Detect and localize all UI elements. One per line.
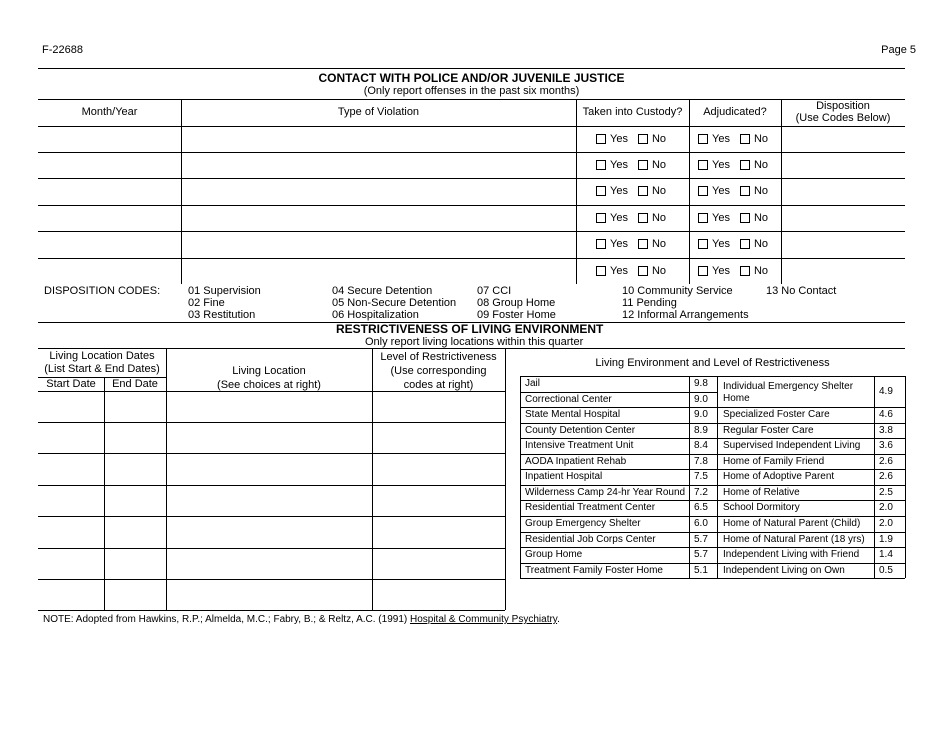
adjudicated-yes-no[interactable]: Yes No (698, 212, 768, 224)
env-score: 6.5 (694, 502, 708, 513)
checkbox-adjudicated-yes[interactable] (698, 213, 708, 223)
adjudicated-yes-no[interactable]: Yes No (698, 159, 768, 171)
checkbox-custody-yes[interactable] (596, 213, 606, 223)
env-name: Independent Living with Friend (723, 549, 860, 560)
env-score: 6.0 (694, 518, 708, 529)
env-name: Inpatient Hospital (525, 471, 603, 482)
env-name: Individual Emergency Shelter Home (723, 381, 854, 404)
contact-title: CONTACT WITH POLICE AND/OR JUVENILE JUSTICE (318, 71, 625, 85)
checkbox-adjudicated-no[interactable] (740, 186, 750, 196)
col-level-of-restrictiveness: Level of Restrictiveness (Use corresponding codes at right) (380, 351, 497, 391)
checkbox-custody-no[interactable] (638, 186, 648, 196)
env-score: 7.8 (694, 456, 708, 467)
checkbox-custody-yes[interactable] (596, 266, 606, 276)
header-rule (38, 68, 905, 69)
env-score: 3.8 (879, 425, 893, 436)
env-score: 3.6 (879, 440, 893, 451)
env-name: Group Emergency Shelter (525, 518, 641, 529)
col-living-location: Living Location (See choices at right) (217, 365, 321, 391)
env-score: 2.6 (879, 471, 893, 482)
checkbox-adjudicated-no[interactable] (740, 239, 750, 249)
env-score: 8.4 (694, 440, 708, 451)
custody-yes-no[interactable]: Yes No (596, 159, 666, 171)
custody-yes-no[interactable]: Yes No (596, 133, 666, 145)
env-name: Supervised Independent Living (723, 440, 861, 451)
checkbox-custody-yes[interactable] (596, 160, 606, 170)
env-name: Home of Natural Parent (Child) (723, 518, 861, 529)
custody-yes-no[interactable]: Yes No (596, 212, 666, 224)
env-score: 5.1 (694, 565, 708, 576)
checkbox-custody-no[interactable] (638, 266, 648, 276)
restrictiveness-title: RESTRICTIVENESS OF LIVING ENVIRONMENT (336, 322, 604, 336)
env-name: Regular Foster Care (723, 425, 814, 436)
env-name: Group Home (525, 549, 583, 560)
env-score: 2.0 (879, 518, 893, 529)
env-name: Wilderness Camp 24-hr Year Round (525, 487, 686, 498)
env-name: County Detention Center (525, 425, 636, 436)
adjudicated-yes-no[interactable]: Yes No (698, 185, 768, 197)
disposition-codes-col1: 01 Supervision 02 Fine 03 Restitution (188, 285, 261, 321)
env-name: AODA Inpatient Rehab (525, 456, 627, 467)
checkbox-custody-no[interactable] (638, 239, 648, 249)
col-taken-into-custody: Taken into Custody? (582, 106, 683, 118)
checkbox-adjudicated-yes[interactable] (698, 239, 708, 249)
env-name: Specialized Foster Care (723, 409, 830, 420)
checkbox-adjudicated-yes[interactable] (698, 160, 708, 170)
env-name: State Mental Hospital (525, 409, 621, 420)
env-name: Jail (525, 378, 541, 389)
adjudicated-yes-no[interactable]: Yes No (698, 133, 768, 145)
col-adjudicated: Adjudicated? (703, 106, 767, 118)
custody-yes-no[interactable]: Yes No (596, 185, 666, 197)
checkbox-adjudicated-no[interactable] (740, 134, 750, 144)
custody-yes-no[interactable]: Yes No (596, 238, 666, 250)
col-disposition-line2: (Use Codes Below) (795, 112, 891, 124)
disposition-codes-label: DISPOSITION CODES: (44, 285, 161, 297)
disposition-codes-col5: 13 No Contact (766, 285, 837, 297)
env-score: 9.0 (694, 394, 708, 405)
checkbox-custody-no[interactable] (638, 213, 648, 223)
col-end-date: End Date (112, 378, 158, 390)
checkbox-adjudicated-yes[interactable] (698, 134, 708, 144)
env-score: 1.4 (879, 549, 893, 560)
disposition-codes-col4: 10 Community Service 11 Pending 12 Informal Arrangements (622, 285, 749, 321)
adjudicated-yes-no[interactable]: Yes No (698, 265, 768, 277)
env-score: 8.9 (694, 425, 708, 436)
custody-yes-no[interactable]: Yes No (596, 265, 666, 277)
env-name: Residential Job Corps Center (525, 534, 656, 545)
env-name: Correctional Center (525, 394, 612, 405)
env-name: Home of Relative (723, 487, 800, 498)
env-score: 7.5 (694, 471, 708, 482)
col-start-date: Start Date (46, 378, 96, 390)
env-name: Home of Adoptive Parent (723, 471, 835, 482)
env-name: Independent Living on Own (723, 565, 845, 576)
env-score: 5.7 (694, 534, 708, 545)
env-name: Treatment Family Foster Home (525, 565, 663, 576)
env-score: 2.6 (879, 456, 893, 467)
checkbox-custody-yes[interactable] (596, 186, 606, 196)
journal-title: Hospital & Community Psychiatry (409, 614, 558, 625)
checkbox-adjudicated-yes[interactable] (698, 186, 708, 196)
env-header: Living Environment and Level of Restrictiveness (595, 357, 830, 369)
checkbox-adjudicated-no[interactable] (740, 160, 750, 170)
col-month-year: Month/Year (81, 106, 138, 118)
env-score: 2.0 (879, 502, 893, 513)
env-name: School Dormitory (723, 502, 800, 513)
col-type-of-violation: Type of Violation (337, 106, 420, 118)
restrictiveness-subtitle: Only report living locations within this quarter (365, 336, 584, 348)
col-disposition-line1: Disposition (816, 100, 870, 112)
env-score: 4.9 (879, 386, 893, 397)
env-score: 7.2 (694, 487, 708, 498)
env-score: 9.0 (694, 409, 708, 420)
checkbox-adjudicated-no[interactable] (740, 213, 750, 223)
env-score: 4.6 (879, 409, 893, 420)
col-living-location-dates: Living Location Dates (List Start & End Dates) (44, 350, 160, 375)
env-score: 5.7 (694, 549, 708, 560)
env-name: Home of Natural Parent (18 yrs) (723, 534, 865, 545)
env-score: 0.5 (879, 565, 893, 576)
disposition-codes-col3: 07 CCI 08 Group Home 09 Foster Home (477, 285, 556, 321)
checkbox-custody-yes[interactable] (596, 239, 606, 249)
adjudicated-yes-no[interactable]: Yes No (698, 238, 768, 250)
env-score: 2.5 (879, 487, 893, 498)
checkbox-custody-yes[interactable] (596, 134, 606, 144)
contact-subtitle: (Only report offenses in the past six months) (363, 85, 580, 97)
env-score: 1.9 (879, 534, 893, 545)
page-label: Page 5 (881, 44, 916, 56)
env-name: Residential Treatment Center (525, 502, 656, 513)
checkbox-adjudicated-yes[interactable] (698, 266, 708, 276)
disposition-codes-col2: 04 Secure Detention 05 Non-Secure Detention 06 Hospitalization (332, 285, 457, 321)
checkbox-adjudicated-no[interactable] (740, 266, 750, 276)
col-disposition (781, 100, 905, 124)
env-score: 9.8 (694, 378, 708, 389)
form-id: F-22688 (42, 44, 83, 56)
footnote: NOTE: Adopted from Hawkins, R.P.; Almelda, M.C.; Fabry, B.; & Reltz, A.C. (1991) Hospital & Community Psychiatry. (43, 614, 560, 625)
checkbox-custody-no[interactable] (638, 134, 648, 144)
checkbox-custody-no[interactable] (638, 160, 648, 170)
env-name: Intensive Treatment Unit (525, 440, 634, 451)
env-name: Home of Family Friend (723, 456, 825, 467)
